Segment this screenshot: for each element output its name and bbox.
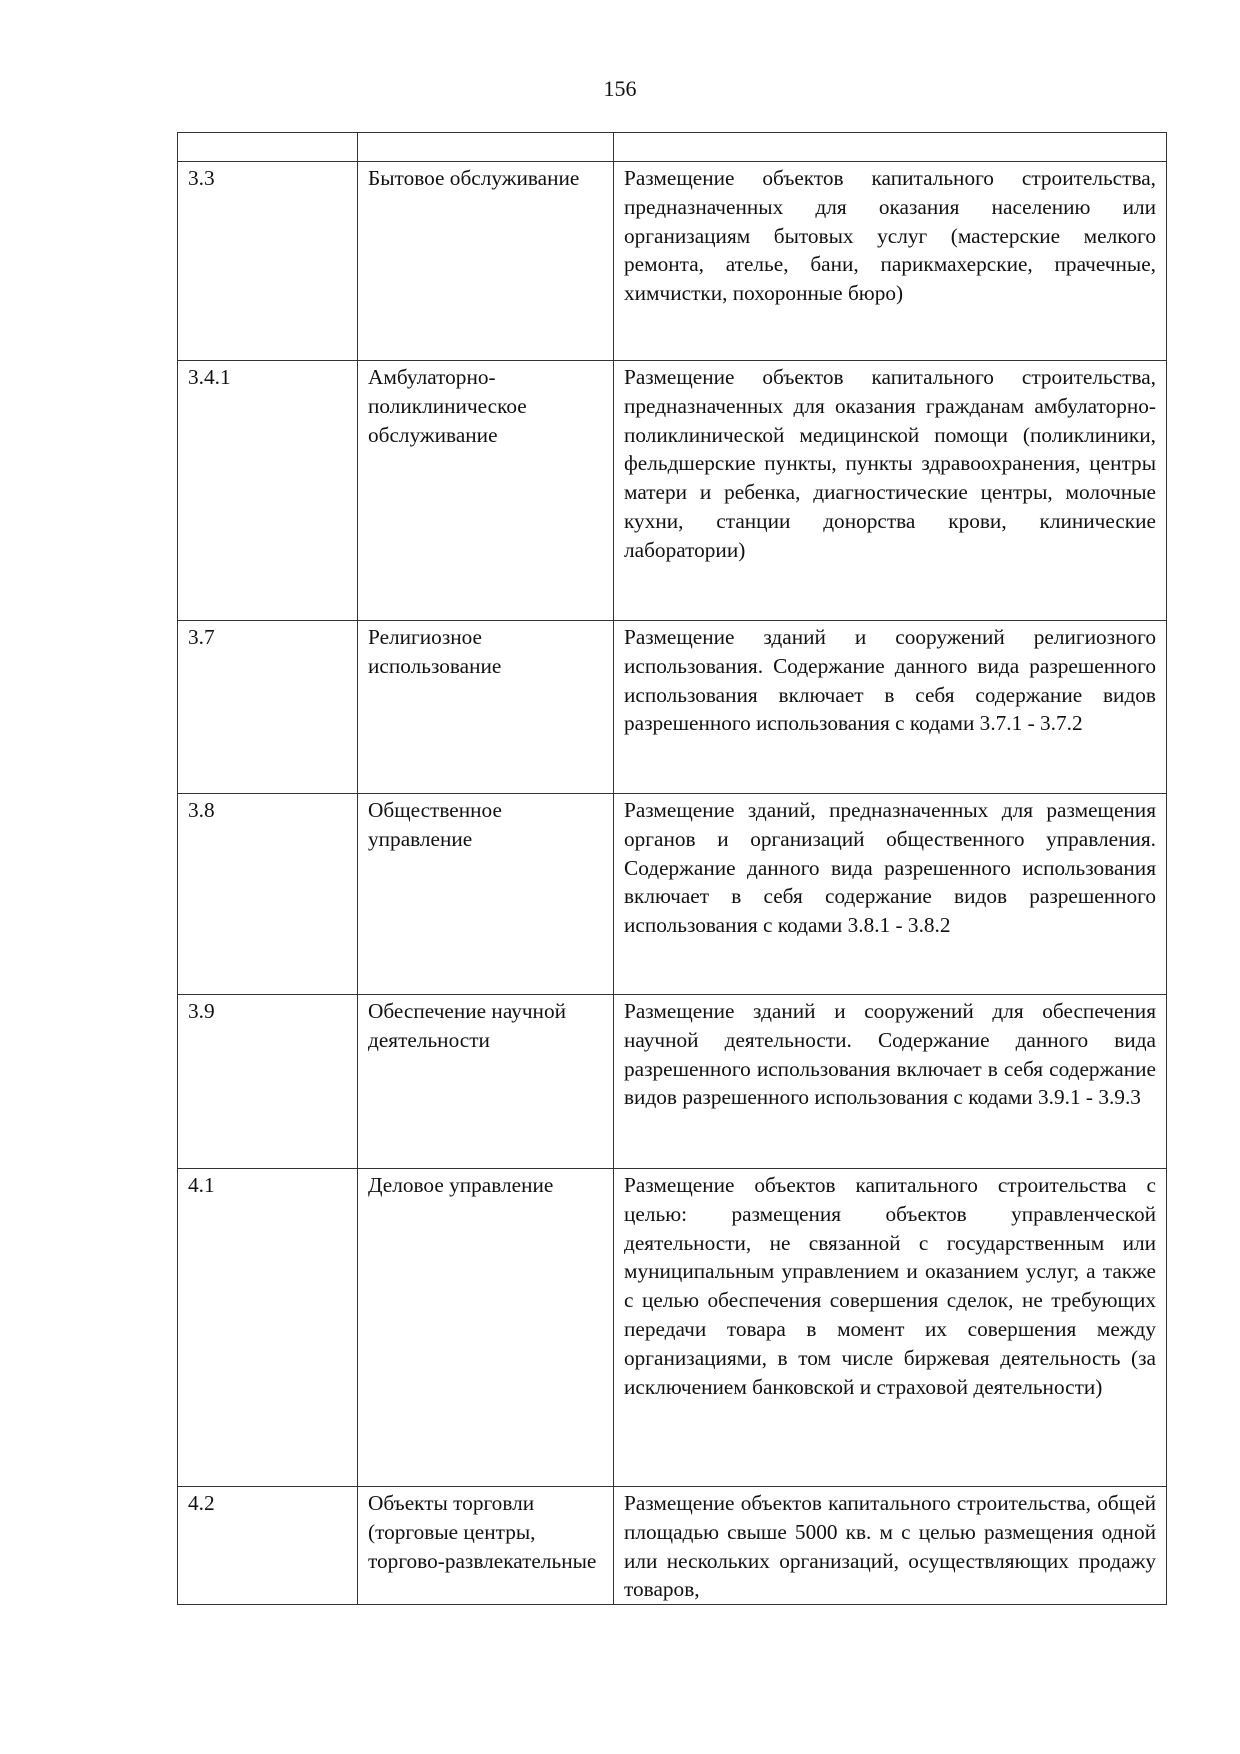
table-row [178,621,1167,794]
table-row [178,1487,1167,1605]
code-cell: 3.4.1 [178,361,358,621]
table-row [178,162,1167,361]
name-cell: Обеспечение научной деятельности [358,995,614,1169]
code-cell: 3.8 [178,794,358,995]
description-cell: Размещение зданий и сооружений религиозного использования. Содержание данного вида разрешенного использования включает в себя содержание видов разрешенного использования с кодами 3.7.1 - 3.7.2 [614,621,1167,794]
name-cell: Объекты торговли (торговые центры, торгово-развлекательные [358,1487,614,1605]
code-cell: 4.1 [178,1169,358,1487]
land-use-table [177,132,1167,1605]
code-cell: 3.9 [178,995,358,1169]
description-cell: Размещение зданий, предназначенных для размещения органов и организаций общественного управления. Содержание данного вида разрешенного использования включает в себя содержание видов разрешенного использования с кодами 3.8.1 - 3.8.2 [614,794,1167,995]
page-number: 156 [603,76,637,101]
name-cell: Деловое управление [358,1169,614,1487]
description-cell: Размещение зданий и сооружений для обеспечения научной деятельности. Содержание данного вида разрешенного использования включает в себя содержание видов разрешенного использования с кодами 3.9.1 - 3.9.3 [614,995,1167,1169]
name-cell: Бытовое обслуживание [358,162,614,361]
name-cell: Амбулаторно-поликлиническое обслуживание [358,361,614,621]
table-row [178,1169,1167,1487]
table-row [178,995,1167,1169]
description-cell: Размещение объектов капитального строительства, предназначенных для оказания населению или организациям бытовых услуг (мастерские мелкого ремонта, ателье, бани, парикмахерские, прачечные, химчистки, похоронные бюро) [614,162,1167,361]
name-cell: Религиозное использование [358,621,614,794]
table-row [178,361,1167,621]
table-row [178,794,1167,995]
description-cell: Размещение объектов капитального строительства с целью: размещения объектов управленческой деятельности, не связанной с государственным или муниципальным управлением и оказанием услуг, а также с целью обеспечения совершения сделок, не требующих передачи товара в момент их совершения между организациями, в том числе биржевая деятельность (за исключением банковской и страховой деятельности) [614,1169,1167,1487]
table-header-row [178,133,1167,162]
code-cell: 4.2 [178,1487,358,1605]
description-cell: Размещение объектов капитального строительства, общей площадью свыше 5000 кв. м с целью размещения одной или нескольких организаций, осуществляющих продажу товаров, [614,1487,1167,1605]
code-cell: 3.3 [178,162,358,361]
code-cell: 3.7 [178,621,358,794]
description-cell: Размещение объектов капитального строительства, предназначенных для оказания гражданам амбулаторно-поликлинической медицинской помощи (поликлиники, фельдшерские пункты, пункты здравоохранения, центры матери и ребенка, диагностические центры, молочные кухни, станции донорства крови, клинические лаборатории) [614,361,1167,621]
name-cell: Общественное управление [358,794,614,995]
